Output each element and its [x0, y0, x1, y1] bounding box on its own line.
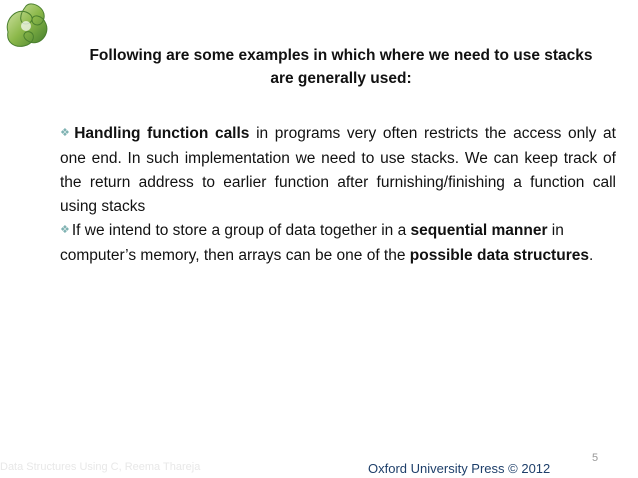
bullet-item-function-calls: [60, 122, 616, 219]
slide-number: 5: [592, 452, 599, 464]
heading-line-2: are generally used:: [270, 70, 412, 87]
bullet-item-arrays: [60, 219, 616, 268]
logo-icon: [2, 2, 50, 48]
diamond-bullet-icon: ❖: [60, 224, 70, 236]
footer-publisher: Oxford University Press © 2012: [368, 461, 551, 476]
bullet-2-text-2: in computer’s memory, then arrays can be one of the: [60, 222, 564, 264]
bullet-1-bold: Handling function calls: [74, 125, 250, 142]
bullet-list: [60, 122, 616, 268]
bullet-2-bold-1: sequential manner: [410, 222, 548, 239]
bullet-2-bold-2: possible data structures: [409, 247, 589, 264]
diamond-bullet-icon: ❖: [60, 127, 73, 139]
slide-heading: [58, 44, 624, 90]
heading-line-1: Following are some examples in which where we need to use stacks: [89, 47, 593, 64]
footer-source: Data Structures Using C, Reema Thareja: [0, 461, 201, 473]
bullet-2-text-3: .: [588, 247, 594, 264]
bullet-1-text: in programs very often restricts the access only at one end. In such implementation we need to use stacks. We can keep track of the return address to earlier function after furnishing/finishing a function call using stacks: [60, 125, 616, 215]
bullet-2-text-1: If we intend to store a group of data together in a: [71, 222, 411, 239]
